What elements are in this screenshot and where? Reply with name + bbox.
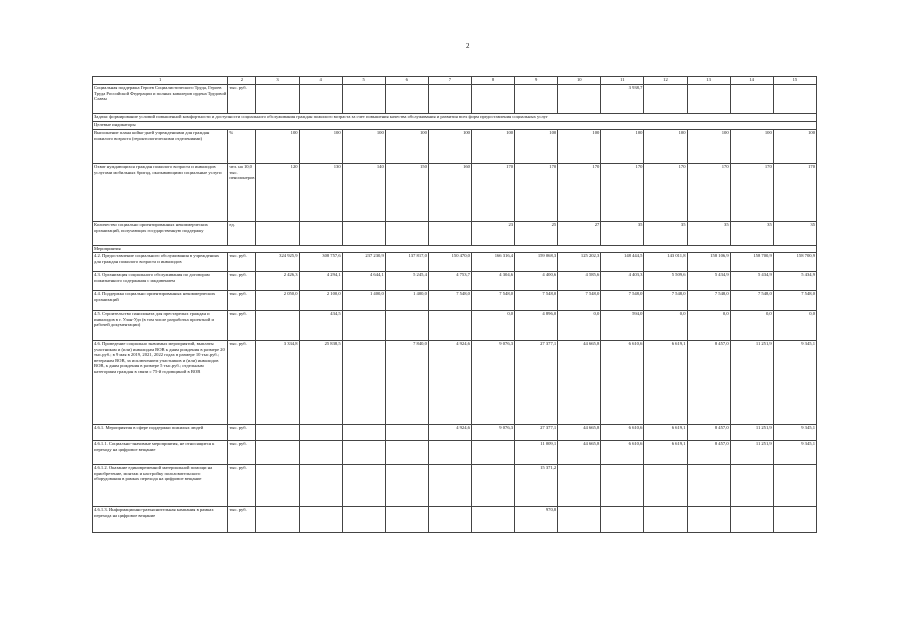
value-cell [256,222,299,246]
value-cell: 4 924,6 [428,425,471,441]
value-cell: 5 434,9 [773,272,816,291]
value-cell: 159 068,3 [515,253,558,272]
value-cell [342,341,385,425]
value-cell [256,311,299,341]
section-title: Задача: формирование условий повышенной комфортности и доступности социального обслуживания граждан пожилого возраста за счет повышения качества обслуживания и развития всех форм предоставления социальных услуг [93,114,817,122]
value-cell: 137 817,0 [385,253,428,272]
value-cell [256,465,299,507]
value-cell [644,507,687,533]
value-cell: 100 [471,130,514,164]
value-cell: 6 610,6 [601,341,644,425]
column-header: 13 [687,77,730,85]
value-cell [428,507,471,533]
value-cell: 9 345,1 [773,341,816,425]
value-cell [342,311,385,341]
value-cell: 2 100,0 [299,291,342,311]
value-cell [558,507,601,533]
value-cell [342,425,385,441]
value-cell [342,222,385,246]
value-cell [428,222,471,246]
page-number: 2 [466,42,470,50]
row-label: 4.3. Организация социального обслуживания по договорам пожизненного содержания с иждивением [93,272,228,291]
value-cell: 160 [428,164,471,222]
value-cell: 11 251,9 [730,441,773,465]
table-row [93,465,817,507]
value-cell [385,441,428,465]
value-cell: 158 700,9 [773,253,816,272]
value-cell: 11 251,9 [730,341,773,425]
value-cell: 150 [385,164,428,222]
value-cell: 9 076,3 [471,341,514,425]
value-cell [687,507,730,533]
value-cell: 6 610,6 [601,425,644,441]
value-cell: 3 334,8 [256,341,299,425]
value-cell: 170 [773,164,816,222]
value-cell: 8 457,0 [687,425,730,441]
value-cell [471,441,514,465]
value-cell: 434,5 [299,311,342,341]
value-cell [385,425,428,441]
section-row [93,246,817,253]
table-row [93,130,817,164]
value-cell [299,441,342,465]
unit-cell: тыс. руб. [228,272,256,291]
value-cell: 9 076,3 [471,425,514,441]
value-cell: 44 665,8 [558,441,601,465]
value-cell [687,465,730,507]
table-row [93,311,817,341]
column-header: 7 [428,77,471,85]
row-label: 4.6.1.3. Информационно-разъяснительная кампания в рамках перехода на цифровое вещание [93,507,228,533]
value-cell [558,85,601,114]
value-cell: 6 619,1 [644,425,687,441]
value-cell: 25 [515,222,558,246]
unit-cell: тыс. руб. [228,441,256,465]
value-cell: 100 [558,130,601,164]
value-cell [299,222,342,246]
program-table [92,76,817,533]
value-cell: 4 896,0 [515,311,558,341]
value-cell: 44 665,8 [558,425,601,441]
table-row [93,272,817,291]
value-cell [256,425,299,441]
value-cell [515,85,558,114]
value-cell: 150 470,0 [428,253,471,272]
row-label: Выполнение плана койко-дней учреждениями для граждан пожилого возраста (геронтологическими отделениями) [93,130,228,164]
value-cell [299,465,342,507]
value-cell: 7 548,0 [730,291,773,311]
value-cell [730,465,773,507]
value-cell: 27 377,1 [515,425,558,441]
value-cell: 35 [773,222,816,246]
value-cell [256,507,299,533]
value-cell [601,465,644,507]
value-cell: 35 [730,222,773,246]
value-cell: 0,0 [773,311,816,341]
value-cell: 3 938,7 [601,85,644,114]
value-cell: 9 345,1 [773,441,816,465]
row-label: 4.6. Проведение социально значимых мероприятий, выплаты участникам и (или) инвалидам ВОВ к дням рождения в размере 20 тыс.руб.; в 9 мая в 2019, 2021, 2022 годах в размере 10 тыс.руб.; ветеранам ВОВ, за исключением участников и (или) инвалидов ВОВ, к дням рождения в размере 5 тыс.руб.; отдельным категориям граждан в связи с 75-й годовщиной в ВОВ [93,341,228,425]
value-cell [428,85,471,114]
column-header: 8 [471,77,514,85]
value-cell [471,465,514,507]
row-label: 4.6.1. Мероприятия в сфере поддержки пожилых людей [93,425,228,441]
column-header: 6 [385,77,428,85]
unit-cell: тыс. руб. [228,311,256,341]
row-label: 4.4. Поддержка социально ориентированных некоммерческих организаций [93,291,228,311]
value-cell: 8 457,0 [687,441,730,465]
value-cell: 15 371,2 [515,465,558,507]
value-cell: 9 345,1 [773,425,816,441]
value-cell: 100 [687,130,730,164]
value-cell: 100 [515,130,558,164]
column-header: 2 [228,77,256,85]
value-cell: 7 548,0 [687,291,730,311]
value-cell: 100 [385,130,428,164]
value-cell [471,85,514,114]
table-row [93,85,817,114]
value-cell: 27 [558,222,601,246]
row-label: Количество социально ориентированных некоммерческих организаций, получающих государственную поддержку [93,222,228,246]
value-cell: 100 [601,130,644,164]
unit-cell: тыс. руб. [228,253,256,272]
value-cell: 44 665,8 [558,341,601,425]
value-cell: 4 403,3 [601,272,644,291]
value-cell [730,507,773,533]
value-cell: 4 644,1 [342,272,385,291]
value-cell [299,507,342,533]
value-cell: 4 585,6 [558,272,601,291]
unit-cell: тыс. руб. [228,507,256,533]
value-cell: 0,0 [687,311,730,341]
value-cell: 1 400,0 [385,291,428,311]
column-header: 3 [256,77,299,85]
section-title: Целевые индикаторы [93,122,817,130]
value-cell [342,465,385,507]
value-cell: 7 840,0 [385,341,428,425]
value-cell: 170 [687,164,730,222]
value-cell [299,85,342,114]
value-cell [428,441,471,465]
unit-cell: % [228,130,256,164]
value-cell: 11 009,1 [515,441,558,465]
value-cell [471,507,514,533]
column-header: 5 [342,77,385,85]
value-cell [601,507,644,533]
value-cell: 100 [428,130,471,164]
value-cell: 7 548,0 [644,291,687,311]
value-cell [256,441,299,465]
value-cell: 100 [299,130,342,164]
value-cell [342,507,385,533]
value-cell [558,465,601,507]
value-cell: 7 548,0 [471,291,514,311]
column-header: 1 [93,77,228,85]
value-cell: 120 [256,164,299,222]
header-row [93,77,817,85]
section-row [93,114,817,122]
column-header: 10 [558,77,601,85]
value-cell: 7 548,0 [428,291,471,311]
table-row [93,253,817,272]
value-cell [385,85,428,114]
value-cell: 35 [687,222,730,246]
section-row [93,122,817,130]
column-header: 11 [601,77,644,85]
value-cell [773,85,816,114]
value-cell: 5 434,9 [687,272,730,291]
value-cell: 324 925,9 [256,253,299,272]
value-cell: 237 230,9 [342,253,385,272]
value-cell: 6 619,1 [644,341,687,425]
unit-cell: ед. [228,222,256,246]
value-cell: 970,8 [515,507,558,533]
value-cell: 7 548,0 [558,291,601,311]
value-cell [773,507,816,533]
value-cell: 23 [471,222,514,246]
value-cell: 0,0 [644,311,687,341]
row-label: Охват нуждающихся граждан пожилого возраста и инвалидов услугами мобильных бригад, оказывающими социальные услуги [93,164,228,222]
value-cell: 11 251,9 [730,425,773,441]
value-cell: 7 548,0 [773,291,816,311]
table-row [93,425,817,441]
value-cell: 100 [644,130,687,164]
value-cell [644,85,687,114]
table-row [93,291,817,311]
value-cell: 7 548,0 [601,291,644,311]
value-cell: 125 202,3 [558,253,601,272]
column-header: 14 [730,77,773,85]
section-title: Мероприятия [93,246,817,253]
value-cell: 4 304,6 [471,272,514,291]
value-cell: 7 548,0 [515,291,558,311]
value-cell [385,311,428,341]
value-cell: 4 294,1 [299,272,342,291]
row-label: Социальная поддержка Героев Социалистического Труда, Героев Труда Российской Федерации и полных кавалеров ордена Трудовой Славы [93,85,228,114]
row-label: 4.2. Предоставление социального обслуживания в учреждениях для граждан пожилого возраста и инвалидов [93,253,228,272]
value-cell [385,507,428,533]
column-header: 15 [773,77,816,85]
value-cell: 0,0 [730,311,773,341]
value-cell [644,465,687,507]
value-cell: 4 753,7 [428,272,471,291]
value-cell: 594,0 [601,311,644,341]
row-label: 4.5. Строительство пансионата для престарелых граждан и инвалидов в г. Улан-Удэ (в том числе разработка проектной и рабочей документации) [93,311,228,341]
value-cell: 5 509,6 [644,272,687,291]
unit-cell: тыс. руб. [228,85,256,114]
row-label: 4.6.1.2. Оказание единовременной материальной помощи на приобретение, монтаж и настройку пользовательского оборудования в рамках перехода на цифровое вещание [93,465,228,507]
value-cell: 0,0 [471,311,514,341]
value-cell: 4 924,6 [428,341,471,425]
value-cell: 170 [644,164,687,222]
value-cell: 143 011,8 [644,253,687,272]
value-cell: 148 444,5 [601,253,644,272]
unit-cell: тыс. руб. [228,425,256,441]
table-row [93,507,817,533]
value-cell: 100 [773,130,816,164]
value-cell: 170 [558,164,601,222]
value-cell: 27 377,1 [515,341,558,425]
unit-cell: тыс. руб. [228,465,256,507]
value-cell: 8 457,0 [687,341,730,425]
value-cell: 4 400,6 [515,272,558,291]
value-cell: 170 [730,164,773,222]
table-row [93,441,817,465]
value-cell: 170 [471,164,514,222]
value-cell: 6 610,6 [601,441,644,465]
value-cell: 5 434,9 [730,272,773,291]
table-row [93,222,817,246]
value-cell: 308 757,6 [299,253,342,272]
value-cell: 0,0 [558,311,601,341]
value-cell: 1 400,0 [342,291,385,311]
value-cell [730,85,773,114]
value-cell: 130 [299,164,342,222]
value-cell: 170 [601,164,644,222]
value-cell: 100 [342,130,385,164]
value-cell [428,311,471,341]
value-cell: 140 [342,164,385,222]
value-cell: 35 [601,222,644,246]
unit-cell: тыс. руб. [228,341,256,425]
value-cell [773,465,816,507]
value-cell: 2 426,3 [256,272,299,291]
value-cell: 100 [256,130,299,164]
table-row [93,164,817,222]
value-cell [385,465,428,507]
value-cell: 5 245,4 [385,272,428,291]
value-cell [687,85,730,114]
value-cell: 100 [730,130,773,164]
column-header: 12 [644,77,687,85]
value-cell [299,425,342,441]
column-header: 4 [299,77,342,85]
value-cell [342,441,385,465]
table-row [93,341,817,425]
value-cell [428,465,471,507]
value-cell [385,222,428,246]
value-cell: 35 [644,222,687,246]
value-cell: 170 [515,164,558,222]
unit-cell: тыс. руб. [228,291,256,311]
value-cell: 158 700,9 [730,253,773,272]
value-cell: 166 316,4 [471,253,514,272]
value-cell: 25 838,5 [299,341,342,425]
value-cell [342,85,385,114]
value-cell: 158 106,9 [687,253,730,272]
value-cell [256,85,299,114]
value-cell: 2 050,0 [256,291,299,311]
value-cell: 6 619,1 [644,441,687,465]
unit-cell: чел. на 10,0 тыс. пенсионеров [228,164,256,222]
row-label: 4.6.1.1. Социально-значимые мероприятия, не относящиеся к переходу на цифровое вещание [93,441,228,465]
column-header: 9 [515,77,558,85]
